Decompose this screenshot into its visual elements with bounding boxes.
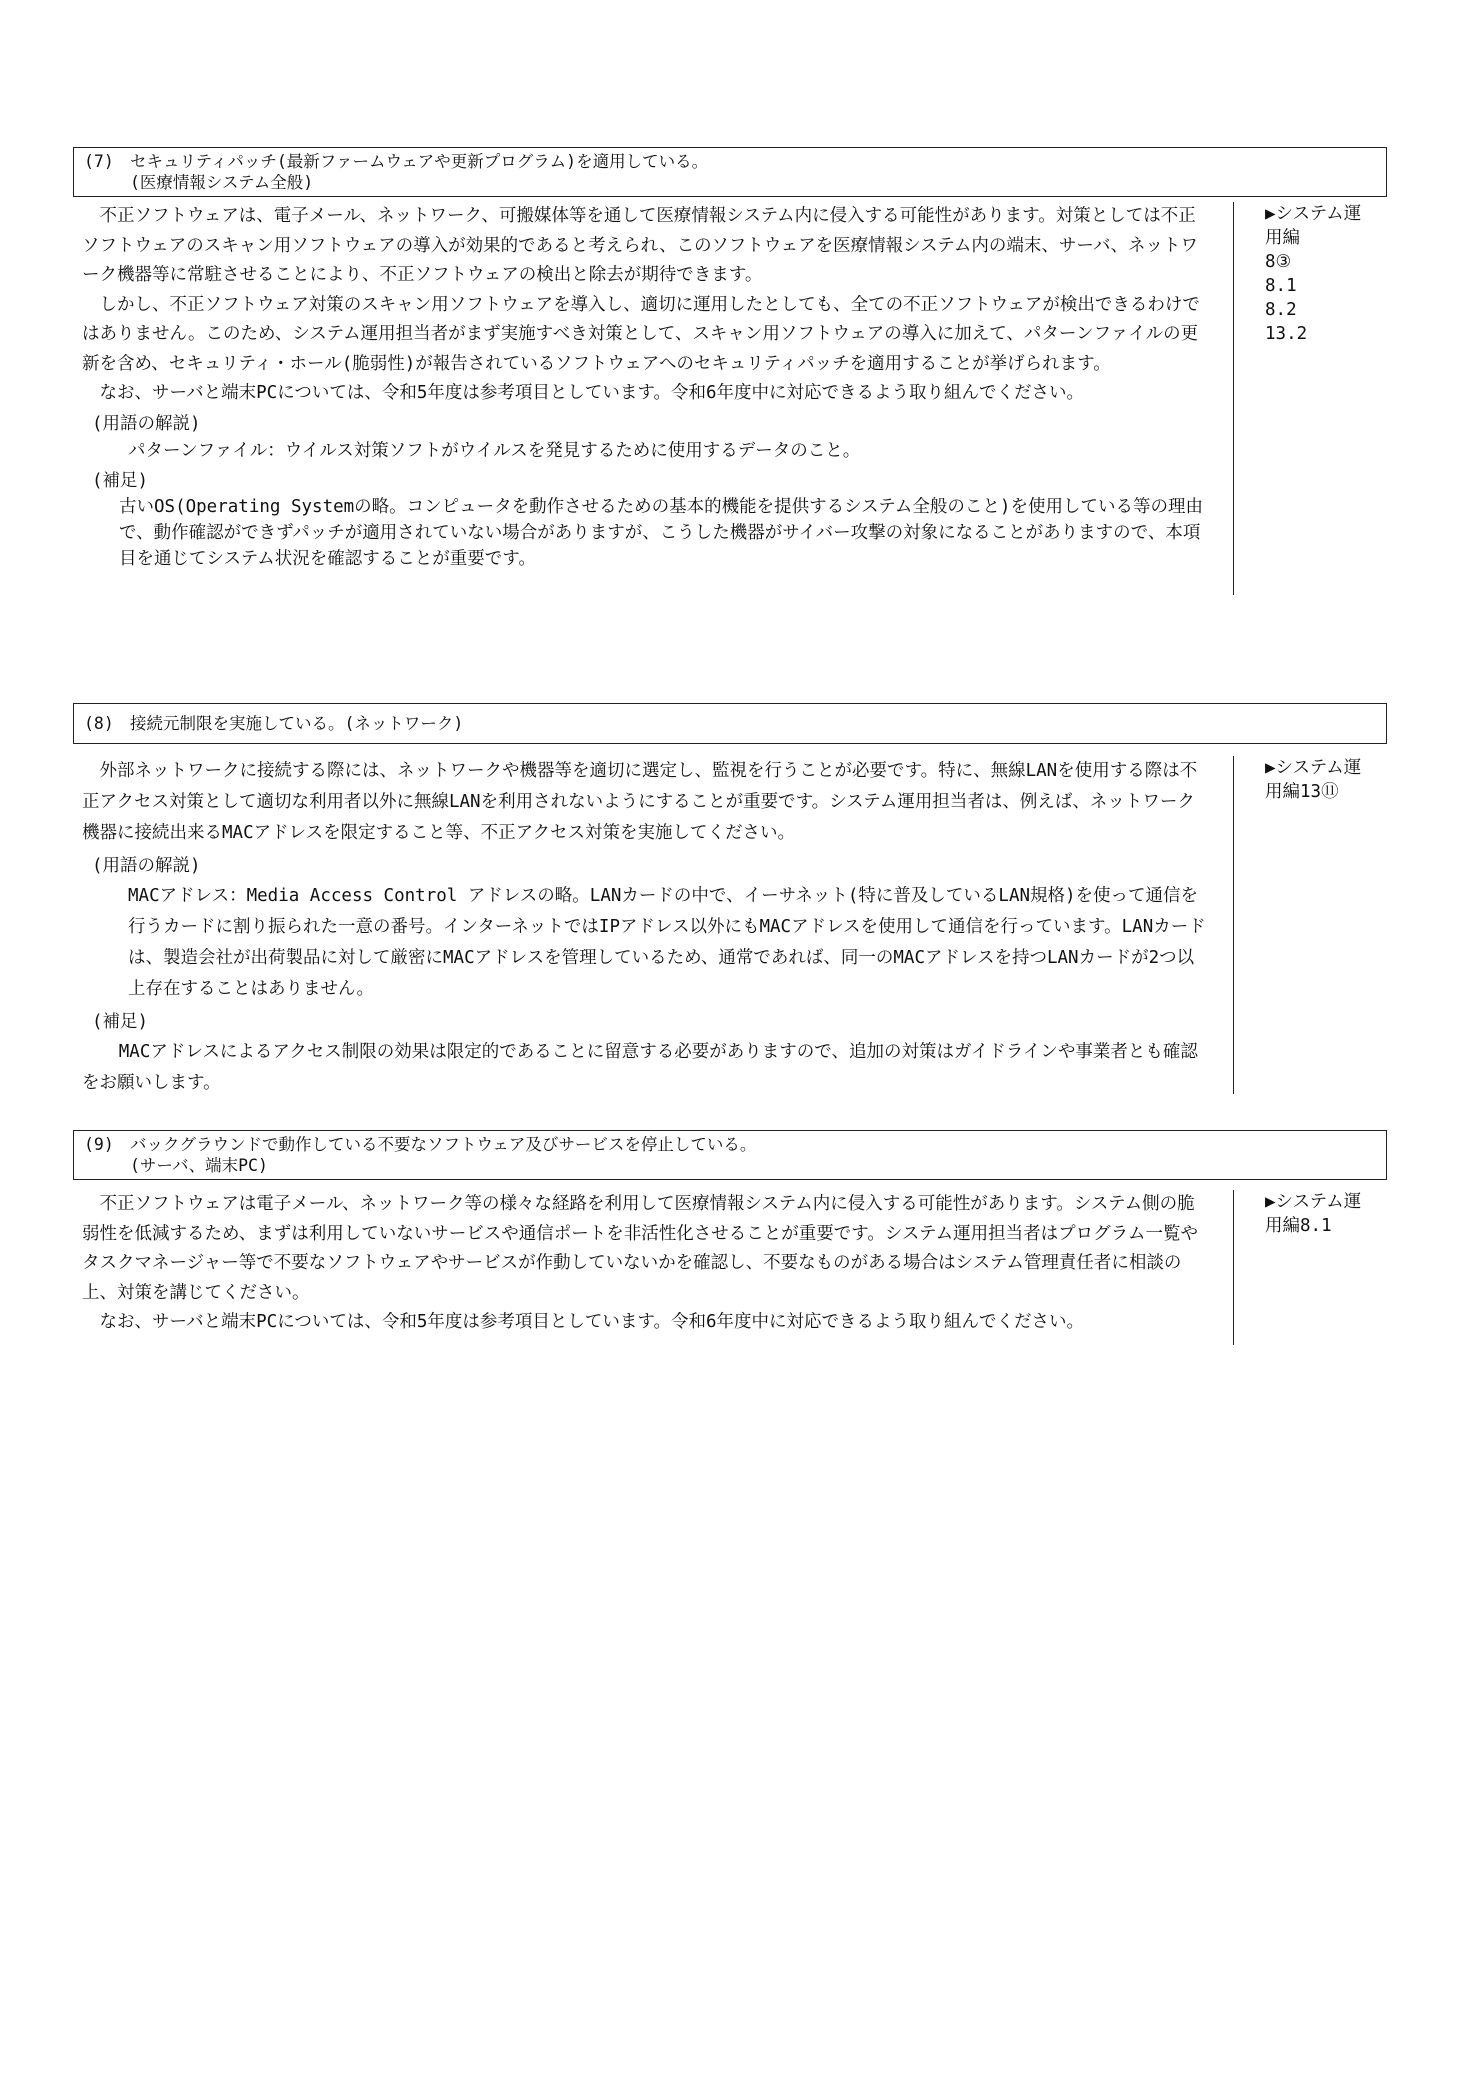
item-7-ref-line: 13.2 [1265,324,1308,344]
item-8-paragraph-1: 外部ネットワークに接続する際には、ネットワークや機器等を適切に選定し、監視を行うことが必要です。特に、無線LANを使用する際は不正アクセス対策として適切な利用者以外に無線LANを利用されないようにすることが重要です。システム運用担当者は、例えば、ネットワーク機器に接続出来るMACアドレスを限定すること等、不正アクセス対策を実施してください。 [82,761,1198,843]
item-7-body [82,202,1210,572]
item-9-reference [1233,1190,1388,1345]
item-9-scope: (サーバ、端末PC) [130,1156,268,1175]
item-9-title-line [84,1134,1376,1155]
item-7-title: セキュリティパッチ(最新ファームウェアや更新プログラム)を適用している。 [130,152,709,171]
item-8-glossary-label: (用語の解説) [92,856,201,876]
item-8-number: (8) [84,714,114,733]
item-9-title: バックグラウンドで動作している不要なソフトウェア及びサービスを停止している。 [130,1135,757,1154]
item-8-ref-line: 用編13⑪ [1265,782,1339,802]
item-8-note-text: MACアドレスによるアクセス制限の効果は限定的であることに留意する必要がありますので、追加の対策はガイドラインや事業者とも確認をお願いします。 [82,1042,1198,1093]
item-7-ref-line: ▶システム運 [1265,204,1362,224]
item-7-ref-line: 8.1 [1265,276,1297,296]
item-7-scope: (医療情報システム全般) [130,173,314,192]
item-8-header [73,703,1387,744]
item-7-number: (7) [84,152,114,171]
item-7-paragraph-2: しかし、不正ソフトウェア対策のスキャン用ソフトウェアを導入し、適切に運用したとしても、全ての不正ソフトウェアが検出できるわけではありません。このため、システム運用担当者がまず実施すべき対策として、スキャン用ソフトウェアの導入に加えて、パターンファイルの更新を含め、セキュリティ・ホール(脆弱性)が報告されているソフトウェアへのセキュリティパッチを適用することが挙げられます。 [82,294,1200,374]
item-7-ref-line: 用編 [1265,228,1300,248]
item-9-header [73,1130,1387,1180]
item-8-ref-line: ▶システム運 [1265,758,1362,778]
item-9-number: (9) [84,1135,114,1154]
item-7-reference [1233,202,1388,595]
item-7-glossary-text: パターンファイル：ウイルス対策ソフトがウイルスを発見するために使用するデータのこと。 [128,440,861,461]
item-8-body [82,756,1210,1099]
item-8-title: 接続元制限を実施している。(ネットワーク) [130,714,464,733]
item-9-paragraph-1: 不正ソフトウェアは電子メール、ネットワーク等の様々な経路を利用して医療情報システム内に侵入する可能性があります。システム側の脆弱性を低減するため、まずは利用していないサービスや通信ポートを非活性化させることが重要です。システム運用担当者はプログラム一覧やタスクマネージャー等で不要なソフトウェアやサービスが作動していないかを確認し、不要なものがある場合はシステム管理責任者に相談の上、対策を講じてください。 [82,1194,1198,1303]
item-8-title-line [84,713,1376,734]
item-7-title-line [84,151,1376,172]
item-9-ref-line: 用編8.1 [1265,1216,1332,1236]
item-8-glossary-text: MACアドレス：Media Access Control アドレスの略。LANカードの中で、イーサネット(特に普及しているLAN規格)を使って通信を行うカードに割り振られた一意の番号。インターネットではIPアドレス以外にもMACアドレスを使用して通信を行っています。LANカードは、製造会社が出荷製品に対して厳密にMACアドレスを管理しているため、通常であれば、同一のMACアドレスを持つLANカードが2つ以上存在することはありません。 [128,886,1206,999]
item-7-glossary-label: (用語の解説) [92,413,201,434]
item-7-note-text: 古いOS(Operating Systemの略。コンピュータを動作させるための基本的機能を提供するシステム全般のこと)を使用している等の理由で、動作確認ができずパッチが適用されていない場合がありますが、こうした機器がサイバー攻撃の対象になることがありますので、本項目を通じてシステム状況を確認することが重要です。 [119,496,1203,569]
item-7-paragraph-3: なお、サーバと端末PCについては、令和5年度は参考項目としています。令和6年度中に対応できるよう取り組んでください。 [99,383,1085,403]
item-8-reference [1233,756,1388,1094]
item-7-ref-line: 8③ [1265,252,1292,272]
item-7-ref-line: 8.2 [1265,300,1297,320]
item-9-paragraph-2: なお、サーバと端末PCについては、令和5年度は参考項目としています。令和6年度中に対応できるよう取り組んでください。 [99,1312,1085,1332]
item-7-note-label: (補足) [92,470,149,491]
item-7-header [73,147,1387,197]
item-9-body [82,1190,1210,1338]
item-7-paragraph-1: 不正ソフトウェアは、電子メール、ネットワーク、可搬媒体等を通して医療情報システム内に侵入する可能性があります。対策としては不正ソフトウェアのスキャン用ソフトウェアの導入が効果的であると考えられ、このソフトウェアを医療情報システム内の端末、サーバ、ネットワーク機器等に常駐させることにより、不正ソフトウェアの検出と除去が期待できます。 [82,206,1198,285]
item-9-ref-line: ▶システム運 [1265,1192,1362,1212]
item-8-note-label: (補足) [92,1012,149,1032]
